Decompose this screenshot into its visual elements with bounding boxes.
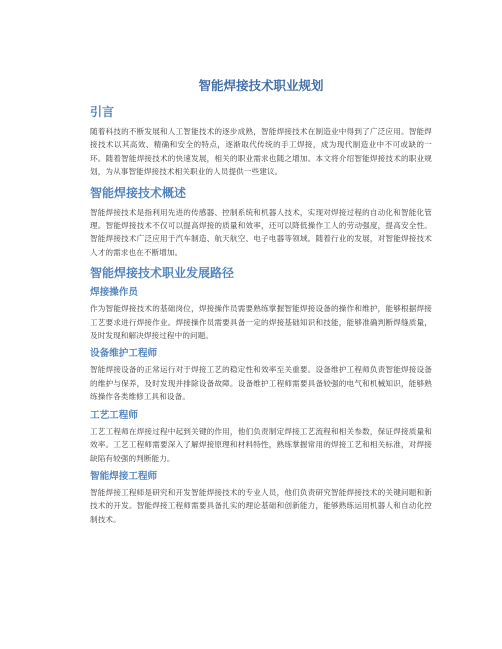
subsection-heading-intelligent-welding-engineer: 智能焊接工程师	[90, 470, 158, 482]
section-heading-overview: 智能焊接技术概述	[90, 185, 187, 200]
subsection-paragraph-process-engineer: 工艺工程师在焊接过程中起到关键的作用，他们负责制定焊接工艺流程和相关参数，保证焊接质量和效率。工艺工程师需要深入了解焊接原理和材料特性，熟练掌握常用的焊接工艺和相关标准，对焊接缺陷有较强的判断能力。	[90, 426, 432, 463]
subsection-paragraph-maintenance-engineer: 智能焊接设备的正常运行对于焊接工艺的稳定性和效率至关重要。设备维护工程师负责智能焊接设备的维护与保养，及时发现并排除设备故障。设备维护工程师需要具备较强的电气和机械知识，能够熟练操作各类维修工具和设备。	[90, 365, 432, 402]
section-heading-introduction: 引言	[90, 105, 115, 119]
section-paragraph-overview: 智能焊接技术是指利用先进的传感器、控制系统和机器人技术，实现对焊接过程的自动化和智能化管理。智能焊接技术不仅可以提高焊接的质量和效率，还可以降低操作工人的劳动强度，提高安全性。智能焊接技术广泛应用于汽车制造、航天航空、电子电器等领域。随着行业的发展，对智能焊接技术人才的需求也在不断增加。	[90, 207, 432, 257]
subsection-paragraph-welding-operator: 作为智能焊接技术的基础岗位，焊接操作员需要熟练掌握智能焊接设备的操作和维护，能够根据焊接工艺要求进行焊接作业。焊接操作员需要具备一定的焊接基础知识和技能，能够准确判断焊缝质量，及时发现和解决焊接过程中的问题。	[90, 304, 432, 341]
subsection-heading-welding-operator: 焊接操作员	[90, 287, 138, 299]
section-heading-career-path: 智能焊接技术职业发展路径	[90, 266, 235, 281]
subsection-paragraph-intelligent-welding-engineer: 智能焊接工程师是研究和开发智能焊接技术的专业人员，他们负责研究智能焊接技术的关键问题和新技术的开发。智能焊接工程师需要具备扎实的理论基础和创新能力，能够熟练运用机器人和自动化控制技术。	[90, 487, 432, 524]
document-title: 智能焊接技术职业规划	[198, 78, 324, 93]
subsection-heading-process-engineer: 工艺工程师	[90, 409, 138, 421]
subsection-heading-maintenance-engineer: 设备维护工程师	[90, 348, 158, 360]
section-paragraph-introduction: 随着科技的不断发展和人工智能技术的逐步成熟，智能焊接技术在制造业中得到了广泛应用。智能焊接技术以其高效、精确和安全的特点，逐渐取代传统的手工焊接，成为现代制造业中不可或缺的一环。随着智能焊接技术的快速发展，相关的职业需求也随之增加。本文将介绍智能焊接技术的职业规划，为从事智能焊接技术相关职业的人员提供一些建议。	[90, 127, 432, 177]
